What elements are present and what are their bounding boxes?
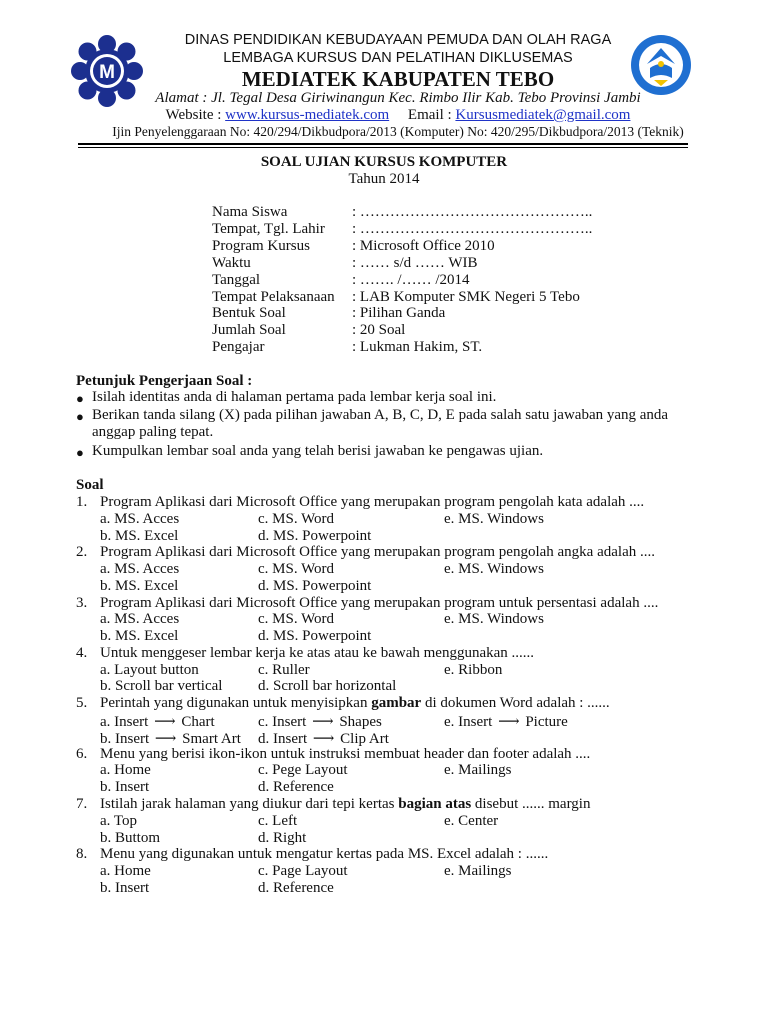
option-a[interactable]: a. MS. Acces	[100, 511, 180, 527]
logo-letter: M	[99, 62, 115, 83]
identity-label: Nama Siswa	[212, 204, 288, 220]
instructions-heading: Petunjuk Pengerjaan Soal :	[76, 373, 253, 389]
question-text-bold: bagian atas	[398, 796, 472, 812]
option-b[interactable]: b. MS. Excel	[100, 628, 179, 644]
option-e[interactable]	[444, 712, 568, 731]
question-text	[100, 796, 590, 813]
option-text: Chart	[177, 714, 215, 730]
option-text: c. Insert	[258, 714, 311, 730]
question-number: 2.	[76, 544, 88, 560]
option-e[interactable]: e. Ribbon	[444, 662, 503, 678]
question-number: 7.	[76, 796, 88, 812]
question-number: 8.	[76, 846, 88, 862]
option-c[interactable]: c. Pege Layout	[258, 762, 348, 778]
option-a[interactable]: a. Home	[100, 762, 151, 778]
option-text: Shapes	[335, 714, 382, 730]
option-text: d. Insert	[258, 731, 311, 747]
option-d[interactable]: d. Reference	[258, 779, 334, 795]
option-c[interactable]: c. Page Layout	[258, 863, 348, 879]
option-c[interactable]: c. Left	[258, 813, 298, 829]
option-b[interactable]: b. Scroll bar vertical	[100, 678, 223, 694]
option-a[interactable]: a. Layout button	[100, 662, 199, 678]
option-text: b. Insert	[100, 731, 153, 747]
option-e[interactable]: e. MS. Windows	[444, 611, 544, 627]
option-text: a. Insert	[100, 714, 153, 730]
exam-year: Tahun 2014	[348, 171, 420, 187]
option-c[interactable]: c. MS. Word	[258, 561, 335, 577]
option-e[interactable]: e. MS. Windows	[444, 561, 544, 577]
question-text-bold: gambar	[371, 695, 422, 711]
bullet-icon: ●	[76, 445, 84, 460]
arrow-right-icon: ⟶	[154, 731, 177, 747]
option-e[interactable]: e. Mailings	[444, 762, 512, 778]
option-a[interactable]: a. MS. Acces	[100, 561, 180, 577]
identity-value[interactable]: : ………………………………………..	[352, 204, 593, 220]
question-text-part: disebut ...... margin	[471, 796, 591, 812]
option-d[interactable]: d. Reference	[258, 880, 334, 896]
identity-label: Tempat, Tgl. Lahir	[212, 221, 325, 237]
header-line-2: LEMBAGA KURSUS DAN PELATIHAN DIKLUSEMAS	[223, 50, 573, 66]
website-link[interactable]: www.kursus-mediatek.com	[225, 107, 390, 123]
identity-label: Tanggal	[212, 272, 261, 288]
website-label: Website :	[165, 107, 226, 123]
header-line-1: DINAS PENDIDIKAN KEBUDAYAAN PEMUDA DAN OLAH RAGA	[184, 32, 612, 48]
option-c[interactable]: c. MS. Word	[258, 511, 335, 527]
bullet-icon: ●	[76, 409, 84, 424]
arrow-right-icon: ⟶	[312, 714, 334, 730]
header-rule-thin	[78, 147, 688, 148]
identity-value[interactable]: : ……. /…… /2014	[352, 272, 470, 288]
header-line-3: MEDIATEK KABUPATEN TEBO	[241, 67, 555, 91]
instruction-item: Kumpulkan lembar soal anda yang telah berisi jawaban ke pengawas ujian.	[92, 443, 544, 459]
option-e[interactable]: e. Mailings	[444, 863, 512, 879]
arrow-right-icon: ⟶	[498, 714, 520, 730]
option-d[interactable]: d. MS. Powerpoint	[258, 528, 372, 544]
question-text: Menu yang digunakan untuk mengatur kertas pada MS. Excel adalah : ......	[100, 846, 549, 862]
arrow-right-icon: ⟶	[154, 714, 176, 730]
option-d[interactable]: d. MS. Powerpoint	[258, 628, 372, 644]
instruction-item: Isilah identitas anda di halaman pertama pada lembar kerja soal ini.	[92, 389, 497, 405]
exam-title: SOAL UJIAN KURSUS KOMPUTER	[260, 154, 508, 170]
option-b[interactable]: b. Buttom	[100, 830, 161, 846]
question-text-part: Perintah yang digunakan untuk menyisipkan	[100, 695, 372, 711]
email-label: Email :	[407, 107, 456, 123]
question-number: 6.	[76, 746, 88, 762]
identity-value[interactable]: : …… s/d …… WIB	[352, 255, 478, 271]
soal-heading: Soal	[76, 477, 104, 493]
question-number: 5.	[76, 695, 88, 711]
question-text-part: di dokumen Word adalah : ......	[421, 695, 610, 711]
question-text: Menu yang berisi ikon-ikon untuk instruksi membuat header dan footer adalah ....	[100, 746, 591, 762]
option-a[interactable]: a. Top	[100, 813, 138, 829]
identity-value: : LAB Komputer SMK Negeri 5 Tebo	[352, 289, 580, 305]
option-text: e. Insert	[444, 714, 497, 730]
header-contact	[14, 107, 768, 124]
identity-value: : Lukman Hakim, ST.	[352, 339, 483, 355]
option-b[interactable]: b. Insert	[100, 880, 150, 896]
option-a[interactable]: a. MS. Acces	[100, 611, 180, 627]
instruction-item: anggap paling tepat.	[92, 424, 214, 440]
option-e[interactable]: e. Center	[444, 813, 499, 829]
question-text: Program Aplikasi dari Microsoft Office yang merupakan program pengolah kata adalah ....	[100, 494, 645, 510]
question-number: 4.	[76, 645, 88, 661]
question-number: 1.	[76, 494, 88, 510]
identity-value: : 20 Soal	[352, 322, 406, 338]
option-text: Clip Art	[336, 731, 389, 747]
identity-value: : Microsoft Office 2010	[352, 238, 495, 254]
option-a[interactable]: a. Home	[100, 863, 151, 879]
option-d[interactable]: d. MS. Powerpoint	[258, 578, 372, 594]
option-text: Picture	[521, 714, 568, 730]
identity-label: Tempat Pelaksanaan	[212, 289, 335, 305]
identity-label: Program Kursus	[212, 238, 310, 254]
option-b[interactable]: b. MS. Excel	[100, 578, 179, 594]
header-permit: Ijin Penyelenggaraan No: 420/294/Dikbudpora/2013 (Komputer) No: 420/295/Dikbudpora/2013 (Teknik)	[112, 124, 684, 139]
question-text-part: Istilah jarak halaman yang diukur dari tepi kertas	[100, 796, 399, 812]
identity-label: Pengajar	[212, 339, 265, 355]
option-d[interactable]: d. Right	[258, 830, 307, 846]
identity-value[interactable]: : ………………………………………..	[352, 221, 593, 237]
header-rule-thick	[78, 143, 688, 145]
question-text: Untuk menggeser lembar kerja ke atas atau ke bawah menggunakan ......	[100, 645, 535, 661]
option-d[interactable]: d. Scroll bar horizontal	[258, 678, 397, 694]
option-e[interactable]: e. MS. Windows	[444, 511, 544, 527]
instruction-item: Berikan tanda silang (X) pada pilihan jawaban A, B, C, D, E pada salah satu jawaban yang anda	[92, 407, 669, 423]
identity-label: Bentuk Soal	[212, 305, 286, 321]
arrow-right-icon: ⟶	[312, 731, 335, 747]
identity-label: Waktu	[212, 255, 251, 271]
option-c[interactable]: c. Ruller	[258, 662, 310, 678]
question-text: Program Aplikasi dari Microsoft Office yang merupakan program pengolah angka adalah ....	[100, 544, 655, 560]
question-number: 3.	[76, 595, 88, 611]
option-b[interactable]: b. Insert	[100, 779, 150, 795]
identity-value: : Pilihan Ganda	[352, 305, 446, 321]
identity-label: Jumlah Soal	[212, 322, 286, 338]
option-c[interactable]: c. MS. Word	[258, 611, 335, 627]
question-text	[100, 695, 610, 712]
email-link[interactable]: Kursusmediatek@gmail.com	[455, 107, 631, 123]
bullet-icon: ●	[76, 391, 84, 406]
option-text: Smart Art	[178, 731, 241, 747]
question-text: Program Aplikasi dari Microsoft Office yang merupakan program untuk persentasi adalah ....	[100, 595, 659, 611]
option-b[interactable]: b. MS. Excel	[100, 528, 179, 544]
header-address: Alamat : Jl. Tegal Desa Giriwinangun Kec. Rimbo Ilir Kab. Tebo Provinsi Jambi	[155, 90, 641, 106]
